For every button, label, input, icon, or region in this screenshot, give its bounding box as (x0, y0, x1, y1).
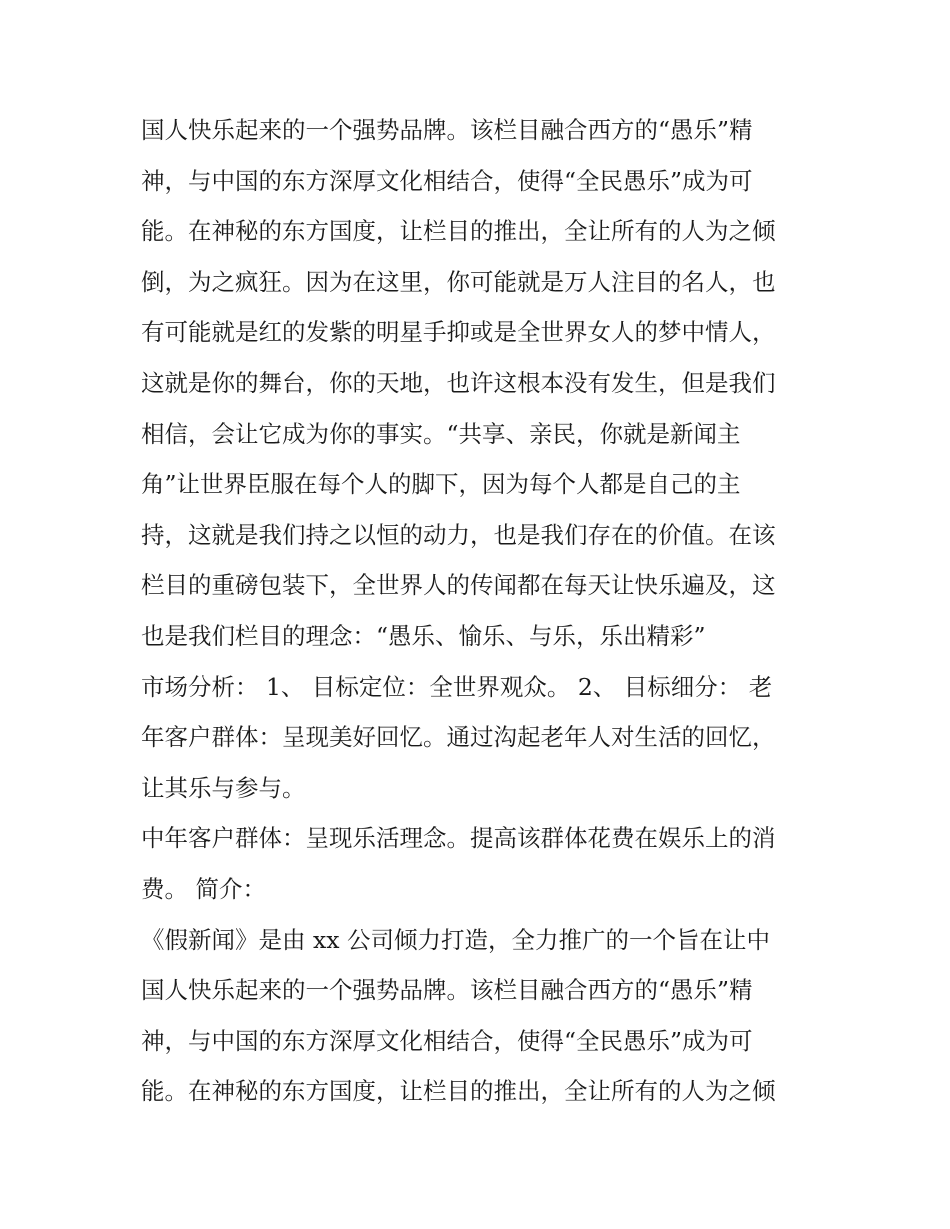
text-line: 市场分析： 1、 目标定位：全世界观众。 2、 目标细分： 老 (141, 672, 773, 701)
text-line: 让其乐与参与。 (141, 773, 306, 802)
text-line: 这就是你的舞台，你的天地，也许这根本没有发生，但是我们 (141, 368, 776, 397)
text-line: 《假新闻》是由 xx 公司倾力打造，全力推广的一个旨在让中 (141, 925, 770, 954)
text-line: 倒，为之疯狂。因为在这里，你可能就是万人注目的名人，也 (141, 267, 776, 296)
text-line: 中年客户群体：呈现乐活理念。提高该群体花费在娱乐上的消 (141, 824, 776, 853)
text-line: 持，这就是我们持之以恒的动力，也是我们存在的价值。在该 (141, 520, 776, 549)
text-line: 有可能就是红的发紫的明星手抑或是全世界女人的梦中情人， (141, 318, 776, 347)
text-line: 栏目的重磅包装下，全世界人的传闻都在每天让快乐遍及，这 (141, 571, 776, 600)
text-line: 能。在神秘的东方国度，让栏目的推出，全让所有的人为之倾 (141, 217, 776, 246)
text-line: 也是我们栏目的理念：“愚乐、愉乐、与乐，乐出精彩” (141, 621, 706, 650)
text-line: 相信，会让它成为你的事实。“共享、亲民，你就是新闻主 (141, 419, 741, 448)
text-line: 神，与中国的东方深厚文化相结合，使得“全民愚乐”成为可 (141, 1026, 753, 1055)
text-line: 国人快乐起来的一个强势品牌。该栏目融合西方的“愚乐”精 (141, 116, 753, 144)
text-line: 国人快乐起来的一个强势品牌。该栏目融合西方的“愚乐”精 (141, 976, 753, 1005)
text-line: 角”让世界臣服在每个人的脚下，因为每个人都是自己的主 (141, 470, 741, 499)
body-text (141, 105, 821, 1117)
text-line: 能。在神秘的东方国度，让栏目的推出，全让所有的人为之倾 (141, 1077, 776, 1106)
text-line: 年客户群体：呈现美好回忆。通过沟起老年人对生活的回忆， (141, 723, 776, 752)
text-line: 神，与中国的东方深厚文化相结合，使得“全民愚乐”成为可 (141, 166, 753, 195)
text-line: 费。 简介： (141, 874, 266, 903)
